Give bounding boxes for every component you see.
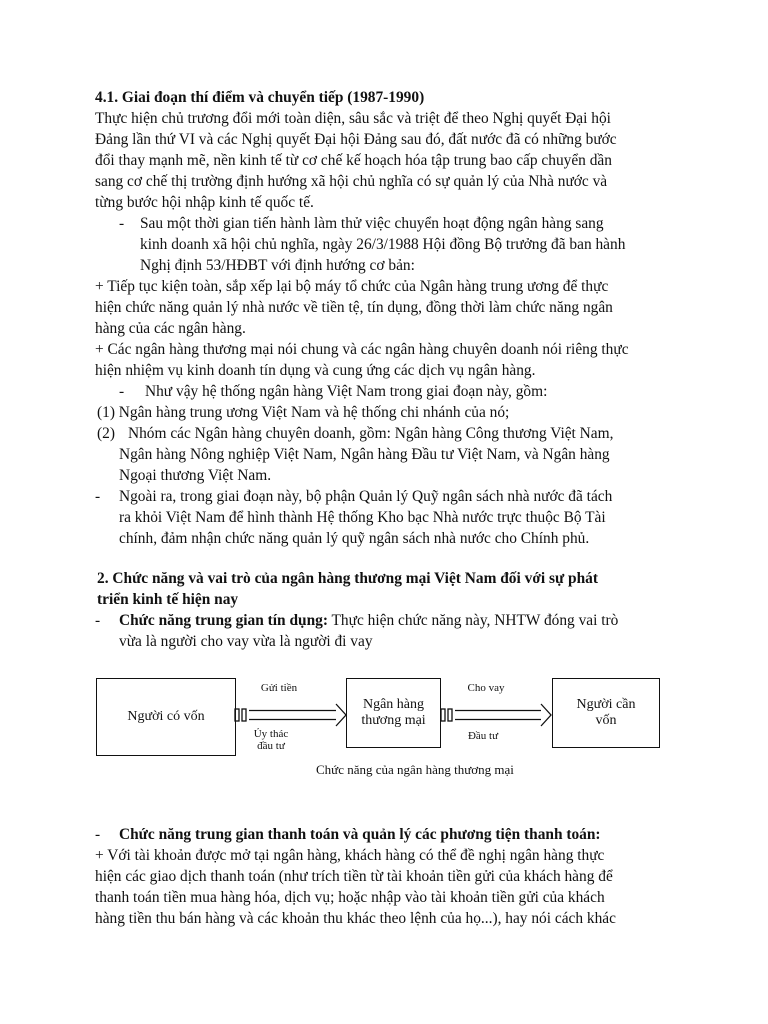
payment-marker: -	[95, 826, 101, 843]
para1-line-3: đổi thay mạnh mẽ, nền kinh tế từ cơ chế kế hoạch hóa tập trung bao cấp chuyển dần	[95, 152, 612, 169]
trust-label-line-2: đầu tư	[257, 740, 285, 752]
plus1-line-3: hàng của các ngân hàng.	[95, 320, 246, 337]
list-item-2-line-1: Nhóm các Ngân hàng chuyên doanh, gồm: Ngân hàng Công thương Việt Nam,	[128, 425, 614, 442]
credit-function-line-2: vừa là người cho vay vừa là người đi vay	[119, 633, 373, 650]
credit-function-title: Chức năng trung gian tín dụng:	[119, 612, 328, 629]
trust-label-line-1: Ủy thác	[253, 728, 289, 740]
plus2-line-2: hiện nhiệm vụ kinh doanh tín dụng và cung ứng các dịch vụ ngân hàng.	[95, 362, 536, 379]
commercial-bank-box	[346, 678, 441, 748]
section-2-heading-line-2: triển kinh tế hiện nay	[97, 591, 239, 608]
payment-line-4: hàng tiền thu bán hàng và các khoản thu khác theo lệnh của họ...), hay nói cách khác	[95, 910, 616, 927]
bullet1-line-1: Sau một thời gian tiến hành làm thử việc chuyển hoạt động ngân hàng sang	[140, 215, 604, 232]
lender-label: Người có vốn	[127, 709, 205, 724]
bullet3-line-1: Ngoài ra, trong giai đoạn này, bộ phận Quản lý Quỹ ngân sách nhà nước đã tách	[119, 488, 613, 505]
credit-marker: -	[95, 612, 101, 629]
section-41-heading: 4.1. Giai đoạn thí điểm và chuyển tiếp (1987-1990)	[95, 89, 425, 106]
bullet3-marker: -	[95, 488, 101, 505]
lender-box	[96, 678, 236, 756]
bullet2-text: Như vậy hệ thống ngân hàng Việt Nam trong giai đoạn này, gồm:	[145, 383, 548, 400]
bullet3-line-3: chính, đảm nhận chức năng quản lý quỹ ngân sách nhà nước cho Chính phủ.	[119, 530, 590, 547]
bullet3-line-2: ra khỏi Việt Nam để hình thành Hệ thống Kho bạc Nhà nước trực thuộc Bộ Tài	[119, 509, 606, 526]
list-item-2-line-2: Ngân hàng Nông nghiệp Việt Nam, Ngân hàng Đầu tư Việt Nam, và Ngân hàng	[119, 446, 610, 463]
arrow-bank-to-borrower	[441, 704, 551, 726]
loan-label: Cho vay	[467, 682, 505, 694]
bullet1-line-3: Nghị định 53/HĐBT với định hướng cơ bản:	[140, 257, 415, 274]
bullet1-marker: -	[119, 215, 125, 232]
payment-line-1: + Với tài khoản được mở tại ngân hàng, khách hàng có thể đề nghị ngân hàng thực	[95, 847, 605, 864]
para1-line-2: Đảng lần thứ VI và các Nghị quyết Đại hội Đảng sau đó, đất nước đã có những bước	[95, 131, 617, 148]
bank-label-line-2: thương mại	[361, 713, 426, 728]
bullet1-line-2: kinh doanh xã hội chủ nghĩa, ngày 26/3/1988 Hội đồng Bộ trưởng đã ban hành	[140, 236, 626, 253]
borrower-box	[552, 678, 660, 748]
plus2-line-1: + Các ngân hàng thương mại nói chung và các ngân hàng chuyên doanh nói riêng thực	[95, 341, 629, 358]
section-2-heading-line-1: 2. Chức năng và vai trò của ngân hàng thương mại Việt Nam đối với sự phát	[97, 570, 598, 587]
list-item-2-marker: (2)	[97, 425, 115, 442]
para1-line-1: Thực hiện chủ trương đổi mới toàn diện, sâu sắc và triệt để theo Nghị quyết Đại hội	[95, 110, 611, 127]
payment-function-heading: Chức năng trung gian thanh toán và quản lý các phương tiện thanh toán:	[119, 826, 601, 843]
para1-line-4: sang cơ chế thị trường định hướng xã hội chủ nghĩa có sự quản lý của Nhà nước và	[95, 173, 608, 190]
borrower-label-line-2: vốn	[595, 713, 617, 728]
arrow-lender-to-bank	[235, 704, 346, 726]
borrower-label-line-1: Người cần	[576, 697, 636, 712]
diagram-caption: Chức năng của ngân hàng thương mại	[316, 762, 514, 777]
plus1-line-1: + Tiếp tục kiện toàn, sắp xếp lại bộ máy tổ chức của Ngân hàng trung ương để thực	[95, 278, 609, 295]
credit-function-line-1	[119, 610, 618, 631]
list-item-1: (1) Ngân hàng trung ương Việt Nam và hệ thống chi nhánh của nó;	[97, 404, 510, 421]
trust-label	[246, 728, 296, 752]
payment-line-3: thanh toán tiền mua hàng hóa, dịch vụ; hoặc nhập vào tài khoản tiền gửi của khách	[95, 889, 605, 906]
plus1-line-2: hiện chức năng quản lý nhà nước về tiền tệ, tín dụng, đồng thời làm chức năng ngân	[95, 299, 613, 316]
payment-line-2: hiện các giao dịch thanh toán (như trích tiền từ tài khoản tiền gửi của khách hàng để	[95, 868, 613, 885]
deposit-label: Gửi tiền	[260, 682, 298, 694]
invest-label: Đầu tư	[467, 730, 499, 742]
list-item-2-line-3: Ngoại thương Việt Nam.	[119, 467, 272, 484]
para1-line-5: từng bước hội nhập kinh tế quốc tế.	[95, 194, 314, 211]
credit-function-desc: Thực hiện chức năng này, NHTW đóng vai trò	[327, 612, 619, 629]
bullet2-marker: -	[119, 383, 125, 400]
bank-label-line-1: Ngân hàng	[362, 697, 425, 712]
